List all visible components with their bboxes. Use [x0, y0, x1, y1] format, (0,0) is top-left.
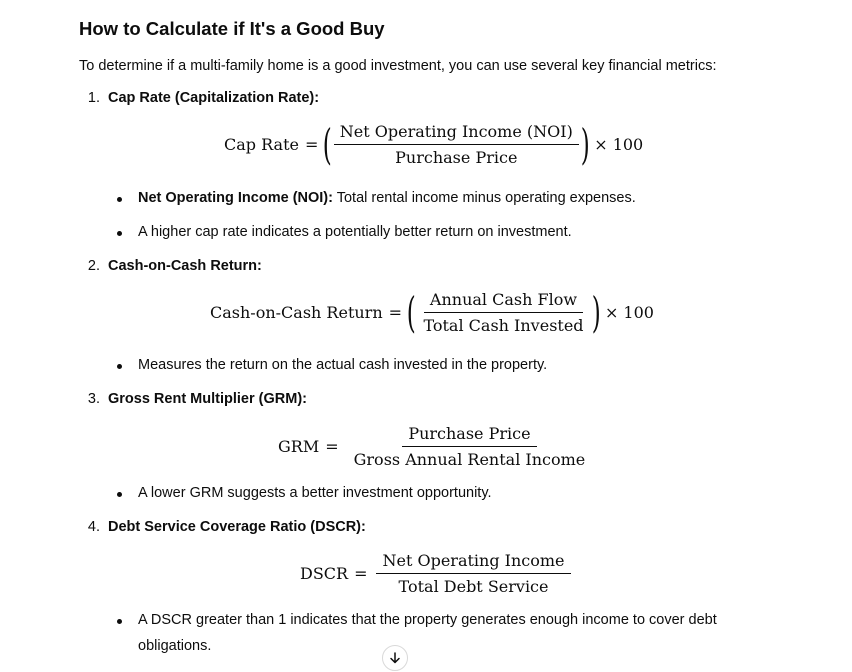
grm-formula [278, 424, 594, 469]
bullet-text: A higher cap rate indicates a potentially better return on investment. [138, 224, 572, 240]
equals-sign: = [304, 135, 319, 154]
numerator: Purchase Price [402, 424, 536, 447]
equals-sign: = [354, 564, 368, 583]
left-paren: ( [323, 119, 333, 169]
metric-title: Cash-on-Cash Return: [108, 258, 262, 274]
metric-title: Debt Service Coverage Ratio (DSCR): [108, 519, 366, 535]
bullet-item [138, 485, 492, 501]
list-number: 3. [87, 391, 100, 407]
bullet-text-continued: obligations. [138, 638, 212, 654]
fraction [334, 122, 579, 167]
bullet-item [138, 224, 572, 240]
formula-lhs: Cash-on-Cash Return [210, 303, 383, 322]
bullet-text: Total rental income minus operating expenses. [332, 190, 636, 206]
fraction [417, 290, 589, 335]
fraction [348, 424, 592, 469]
multiplier: × 100 [604, 303, 654, 322]
cap-rate-formula [224, 119, 649, 169]
list-number: 4. [87, 519, 100, 535]
cash-on-cash-formula [210, 287, 660, 337]
bullet-text: Measures the return on the actual cash invested in the property. [138, 357, 548, 373]
metric-item-dscr [87, 519, 366, 535]
bullet-text: A lower GRM suggests a better investment opportunity. [138, 485, 492, 501]
right-paren: ) [580, 119, 590, 169]
bullet-item [138, 612, 717, 628]
metric-item-grm [87, 391, 307, 407]
arrow-down-icon [389, 652, 401, 664]
metric-title: Gross Rent Multiplier (GRM): [108, 391, 307, 407]
metric-title: Cap Rate (Capitalization Rate): [108, 90, 320, 106]
metric-item-cash-on-cash [87, 258, 262, 274]
equals-sign: = [388, 303, 403, 322]
bullet-item [138, 357, 547, 373]
right-paren: ) [591, 287, 601, 337]
equals-sign: = [325, 437, 339, 456]
metric-item-cap-rate [87, 90, 320, 106]
list-number: 1. [87, 90, 100, 106]
bullet-bold-term: Net Operating Income (NOI): [138, 190, 333, 206]
scroll-down-button[interactable] [382, 645, 408, 671]
bullet-text: A DSCR greater than 1 indicates that the property generates enough income to cover debt [138, 612, 717, 628]
numerator: Annual Cash Flow [424, 290, 583, 313]
numerator: Net Operating Income [376, 551, 570, 574]
dscr-formula [300, 551, 574, 596]
numerator: Net Operating Income (NOI) [334, 122, 579, 145]
fraction [376, 551, 570, 596]
multiplier: × 100 [594, 135, 644, 154]
denominator: Total Cash Invested [423, 316, 584, 335]
section-heading: How to Calculate if It's a Good Buy [79, 18, 385, 39]
formula-lhs: Cap Rate [224, 135, 299, 154]
denominator: Purchase Price [395, 148, 518, 167]
list-number: 2. [87, 258, 100, 274]
intro-paragraph: To determine if a multi-family home is a good investment, you can use several key financial metrics: [79, 58, 717, 74]
bullet-item [138, 190, 636, 206]
left-paren: ( [406, 287, 416, 337]
formula-lhs: GRM [278, 437, 320, 456]
formula-lhs: DSCR [300, 564, 349, 583]
denominator: Total Debt Service [398, 577, 549, 596]
denominator: Gross Annual Rental Income [353, 450, 586, 469]
